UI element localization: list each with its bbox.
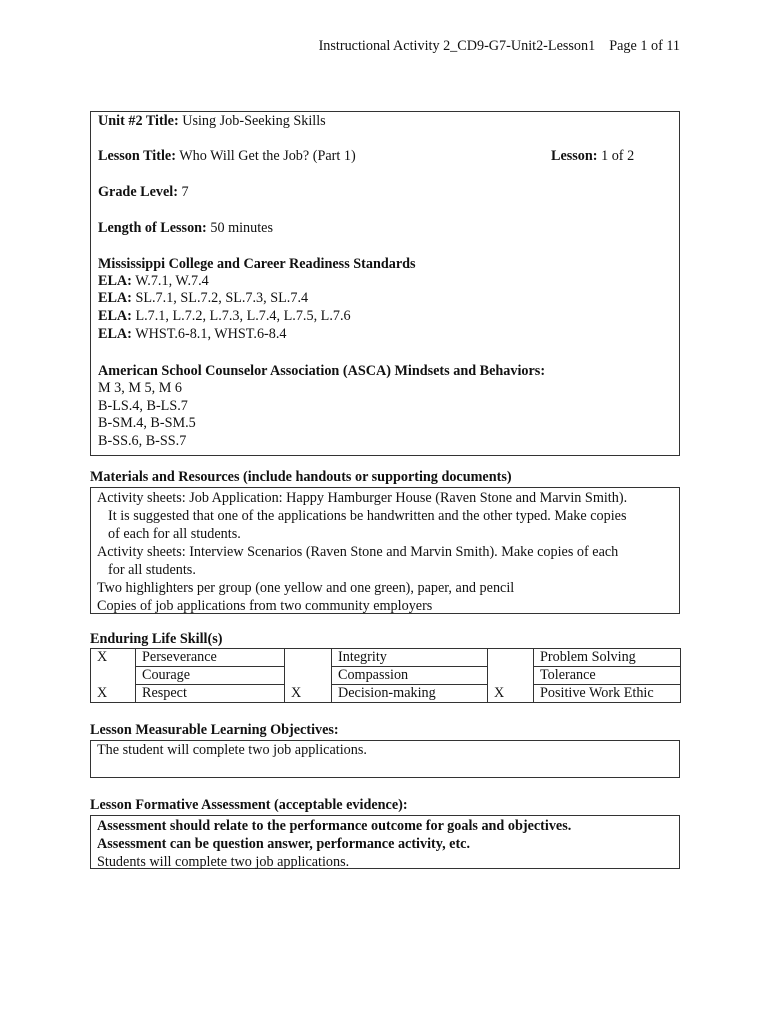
life-skills-table xyxy=(90,648,681,703)
grade-level-line: Grade Level: 7 xyxy=(98,184,189,200)
materials-line: Copies of job applications from two community employers xyxy=(97,598,433,614)
materials-line: It is suggested that one of the applications be handwritten and the other typed. Make copies xyxy=(108,508,627,524)
formative-heading: Lesson Formative Assessment (acceptable evidence): xyxy=(90,797,408,813)
skill-name: Compassion xyxy=(332,667,488,685)
unit-title-line: Unit #2 Title: Using Job-Seeking Skills xyxy=(98,113,326,129)
skill-name: Courage xyxy=(136,667,285,685)
asca-line: B-LS.4, B-LS.7 xyxy=(98,398,188,414)
skill-mark: X xyxy=(91,649,136,667)
materials-line: for all students. xyxy=(108,562,196,578)
skill-name: Integrity xyxy=(332,649,488,667)
table-row xyxy=(91,667,681,685)
skill-name: Perseverance xyxy=(136,649,285,667)
objectives-box xyxy=(90,740,680,778)
asca-line: B-SM.4, B-SM.5 xyxy=(98,415,196,431)
skill-mark: X xyxy=(488,685,534,703)
standard-line: ELA: WHST.6-8.1, WHST.6-8.4 xyxy=(98,326,287,342)
skill-name: Respect xyxy=(136,685,285,703)
lesson-number-line: Lesson: 1 of 2 xyxy=(551,148,635,164)
standard-line: ELA: W.7.1, W.7.4 xyxy=(98,273,209,289)
skills-heading: Enduring Life Skill(s) xyxy=(90,631,223,647)
lesson-length-line: Length of Lesson: 50 minutes xyxy=(98,220,274,236)
materials-line: Two highlighters per group (one yellow and one green), paper, and pencil xyxy=(97,580,515,596)
skill-mark xyxy=(285,667,332,685)
skill-name: Decision-making xyxy=(332,685,488,703)
skill-mark: X xyxy=(285,685,332,703)
lesson-title-line: Lesson Title: Who Will Get the Job? (Part 1) xyxy=(98,148,356,164)
asca-line: M 3, M 5, M 6 xyxy=(98,380,182,396)
asca-heading: American School Counselor Association (ASCA) Mindsets and Behaviors: xyxy=(98,363,546,379)
skill-mark xyxy=(488,649,534,667)
table-row xyxy=(91,649,681,667)
skill-mark: X xyxy=(91,685,136,703)
materials-line: of each for all students. xyxy=(108,526,241,542)
materials-line: Activity sheets: Interview Scenarios (Raven Stone and Marvin Smith). Make copies of each xyxy=(97,544,619,560)
materials-line: Activity sheets: Job Application: Happy Hamburger House (Raven Stone and Marvin Smith). xyxy=(97,490,628,506)
materials-box xyxy=(90,487,680,614)
formative-note: Assessment can be question answer, performance activity, etc. xyxy=(97,836,471,852)
asca-line: B-SS.6, B-SS.7 xyxy=(98,433,187,449)
standards-heading: Mississippi College and Career Readiness Standards xyxy=(98,256,416,272)
standard-line: ELA: L.7.1, L.7.2, L.7.3, L.7.4, L.7.5, L.7.6 xyxy=(98,308,351,324)
formative-text: Students will complete two job applications. xyxy=(97,854,350,870)
page-number: Page 1 of 11 xyxy=(609,38,680,54)
document-id: Instructional Activity 2_CD9-G7-Unit2-Lesson1 xyxy=(318,38,596,54)
standard-line: ELA: SL.7.1, SL.7.2, SL.7.3, SL.7.4 xyxy=(98,290,309,306)
formative-note: Assessment should relate to the performance outcome for goals and objectives. xyxy=(97,818,572,834)
skill-name: Tolerance xyxy=(534,667,681,685)
formative-box xyxy=(90,815,680,869)
table-row xyxy=(91,685,681,703)
page-header xyxy=(0,38,680,55)
materials-heading: Materials and Resources (include handouts or supporting documents) xyxy=(90,469,512,485)
lesson-info-box xyxy=(90,111,680,456)
objectives-heading: Lesson Measurable Learning Objectives: xyxy=(90,722,339,738)
skill-name: Positive Work Ethic xyxy=(534,685,681,703)
objectives-text: The student will complete two job applications. xyxy=(97,742,367,758)
skill-mark xyxy=(91,667,136,685)
skill-mark xyxy=(488,667,534,685)
skill-name: Problem Solving xyxy=(534,649,681,667)
skill-mark xyxy=(285,649,332,667)
